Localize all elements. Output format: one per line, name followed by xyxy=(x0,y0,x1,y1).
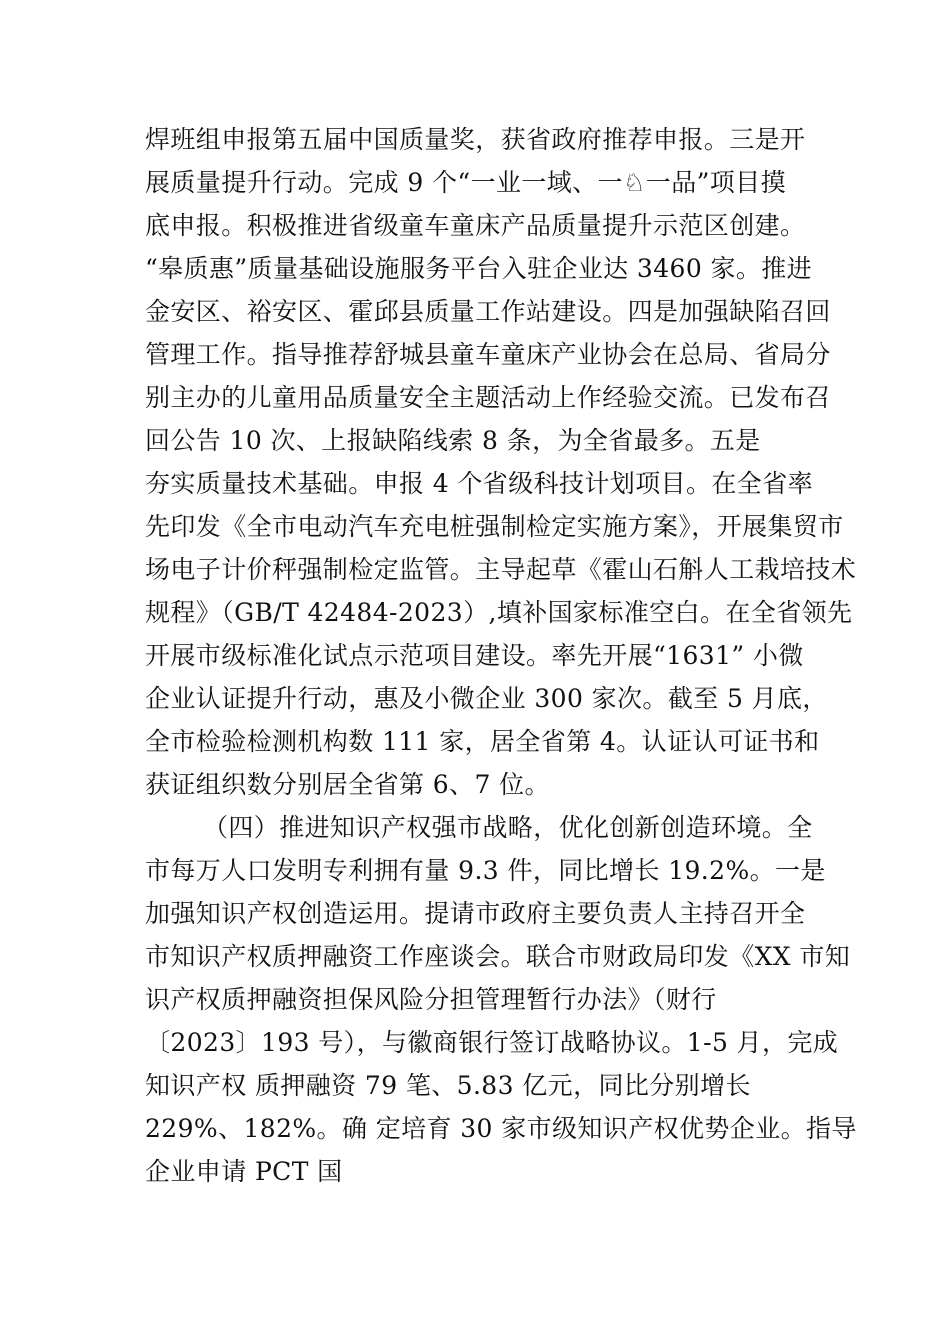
text-line: 金安区、裕安区、霍邱县质量工作站建设。四是加强缺陷召回 xyxy=(145,297,831,326)
section-heading-line: （四）推进知识产权强市战略，优化创新创造环境。全 xyxy=(203,813,813,842)
text-line: 识产权质押融资担保风险分担管理暂行办法》（财行 xyxy=(145,985,717,1014)
text-line: 先印发《全市电动汽车充电桩强制检定实施方案》，开展集贸市 xyxy=(145,512,844,541)
text-line: 229%、182%。确 定培育 30 家市级知识产权优势企业。指导 xyxy=(145,1114,857,1143)
text-line: 回公告 10 次、上报缺陷线索 8 条，为全省最多。五是 xyxy=(145,426,761,455)
text-line: 管理工作。指导推荐舒城县童车童床产业协会在总局、省局分 xyxy=(145,340,831,369)
text-line: 企业认证提升行动，惠及小微企业 300 家次。截至 5 月底， xyxy=(145,684,828,713)
text-line: 获证组织数分别居全省第 6、7 位。 xyxy=(145,770,550,799)
text-line: “皋质惠”质量基础设施服务平台入驻企业达 3460 家。推进 xyxy=(145,254,813,283)
document-page xyxy=(145,118,857,1193)
text-line: 加强知识产权创造运用。提请市政府主要负责人主持召开全 xyxy=(145,899,806,928)
text-line: 别主办的儿童用品质量安全主题活动上作经验交流。已发布召 xyxy=(145,383,831,412)
text-line: 全市检验检测机构数 111 家，居全省第 4。认证认可证书和 xyxy=(145,727,820,756)
text-line: 企业申请 PCT 国 xyxy=(145,1157,343,1186)
text-line: 市知识产权质押融资工作座谈会。联合市财政局印发《XX 市知 xyxy=(145,942,851,971)
text-line: 〔2023〕193 号），与徽商银行签订战略协议。1-5 月，完成 xyxy=(145,1028,839,1057)
text-line: 场电子计价秤强制检定监管。主导起草《霍山石斛人工栽培技术 xyxy=(145,555,857,584)
text-line: 知识产权 质押融资 79 笔、5.83 亿元，同比分别增长 xyxy=(145,1071,751,1100)
text-line: 规程》（GB/T 42484-2023）,填补国家标准空白。在全省领先 xyxy=(145,598,853,627)
text-line: 焊班组申报第五届中国质量奖，获省政府推荐申报。三是开 xyxy=(145,125,806,154)
text-line: 底申报。积极推进省级童车童床产品质量提升示范区创建。 xyxy=(145,211,806,240)
text-line: 市每万人口发明专利拥有量 9.3 件，同比增长 19.2%。一是 xyxy=(145,856,826,885)
text-line: 展质量提升行动。完成 9 个“一业一域、一♘一品”项目摸 xyxy=(145,168,786,197)
text-line: 夯实质量技术基础。申报 4 个省级科技计划项目。在全省率 xyxy=(145,469,814,498)
text-line: 开展市级标准化试点示范项目建设。率先开展“1631” 小微 xyxy=(145,641,804,670)
